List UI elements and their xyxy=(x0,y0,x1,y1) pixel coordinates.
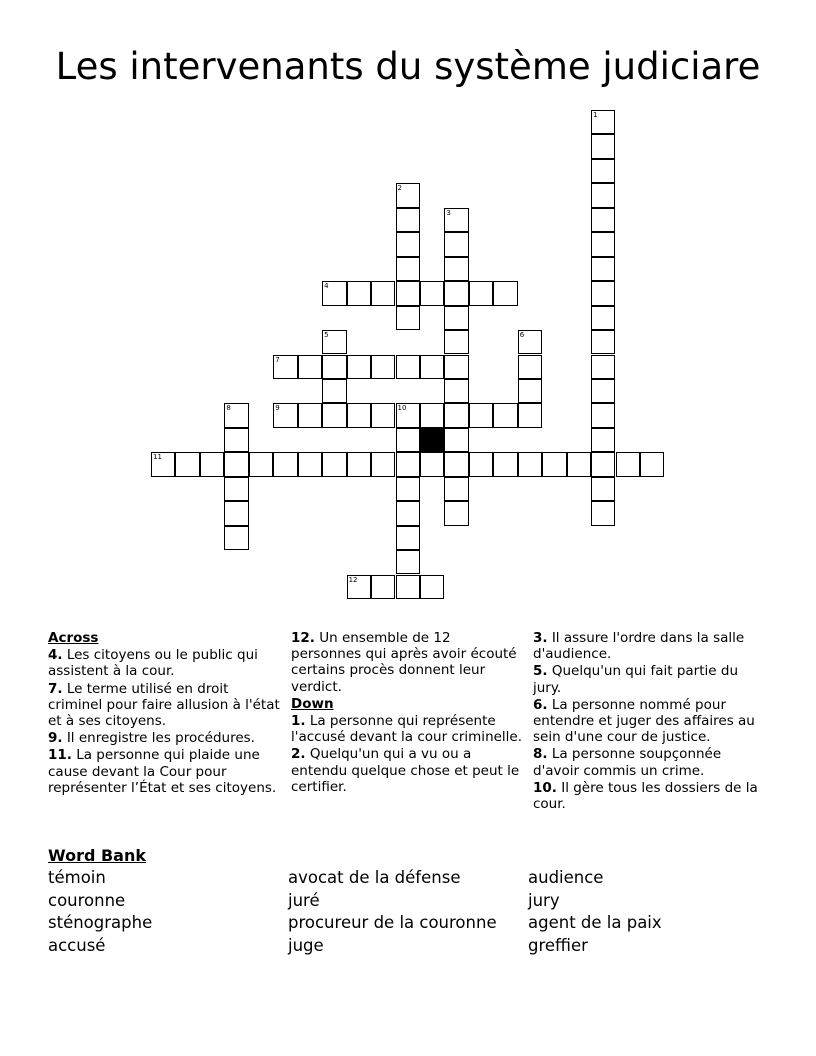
clue-text: Il assure l'ordre dans la salle d'audience. xyxy=(533,630,745,663)
clue-down-10 xyxy=(533,780,765,812)
clue-number: 12. xyxy=(291,630,315,646)
grid-cell[interactable] xyxy=(249,452,273,476)
grid-cell[interactable] xyxy=(224,526,248,550)
grid-cell[interactable] xyxy=(273,355,297,379)
word-bank-item: agent de la paix xyxy=(528,913,662,933)
grid-cell[interactable] xyxy=(469,452,493,476)
clue-across-12 xyxy=(291,630,523,695)
grid-cell[interactable] xyxy=(396,452,420,476)
grid-cell[interactable] xyxy=(396,306,420,330)
grid-cell[interactable] xyxy=(200,452,224,476)
grid-cell[interactable] xyxy=(371,281,395,305)
grid-cell[interactable] xyxy=(591,379,615,403)
word-bank-item: accusé xyxy=(48,936,106,956)
grid-cell[interactable] xyxy=(371,575,395,599)
black-cell xyxy=(420,428,444,452)
clue-number: 5. xyxy=(533,663,548,680)
grid-cell[interactable] xyxy=(273,403,297,427)
grid-cell[interactable] xyxy=(420,403,444,427)
grid-cell[interactable] xyxy=(298,403,322,427)
grid-cell[interactable] xyxy=(518,403,542,427)
clue-text: Les citoyens ou le public qui assistent à la cour. xyxy=(48,647,258,680)
clue-number: 1. xyxy=(291,713,306,730)
clue-number-label: 12 xyxy=(348,575,358,584)
clue-down-1 xyxy=(291,713,523,745)
grid-cell[interactable] xyxy=(591,232,615,256)
clue-across-11 xyxy=(48,747,280,796)
grid-cell[interactable] xyxy=(396,281,420,305)
grid-cell[interactable] xyxy=(224,452,248,476)
clue-number-label: 7 xyxy=(275,355,280,364)
grid-cell[interactable] xyxy=(224,403,248,427)
clue-number-label: 1 xyxy=(593,111,598,119)
grid-cell[interactable] xyxy=(591,355,615,379)
word-bank-item: procureur de la couronne xyxy=(288,913,497,933)
word-bank-item: greffier xyxy=(528,936,588,956)
clue-down-6 xyxy=(533,697,765,746)
grid-cell[interactable] xyxy=(444,281,468,305)
grid-cell[interactable] xyxy=(371,403,395,427)
clues-column-2 xyxy=(291,630,523,796)
grid-cell[interactable] xyxy=(591,159,615,183)
grid-cell[interactable] xyxy=(322,452,346,476)
clue-number-label: 11 xyxy=(153,453,162,462)
clue-number: 3. xyxy=(533,630,548,646)
grid-cell[interactable] xyxy=(518,452,542,476)
word-bank-item: sténographe xyxy=(48,913,153,933)
grid-cell[interactable] xyxy=(444,330,468,354)
grid-cell[interactable] xyxy=(591,501,615,525)
grid-cell[interactable] xyxy=(640,452,664,476)
grid-cell[interactable] xyxy=(347,403,371,427)
clue-down-3 xyxy=(533,630,765,662)
grid-cell[interactable] xyxy=(444,379,468,403)
grid-cell[interactable] xyxy=(298,452,322,476)
across-heading: Across xyxy=(48,630,99,646)
clue-number-label: 10 xyxy=(397,404,407,413)
grid-cell[interactable] xyxy=(396,575,420,599)
grid-cell[interactable] xyxy=(591,428,615,452)
grid-cell[interactable] xyxy=(493,281,517,305)
word-bank-item: jury xyxy=(528,890,560,910)
clue-number-label: 4 xyxy=(324,282,329,291)
grid-cell[interactable] xyxy=(591,306,615,330)
clue-down-5 xyxy=(533,663,765,695)
grid-cell[interactable] xyxy=(616,452,640,476)
clue-text: Le terme utilisé en droit criminel pour faire allusion à l'état et à ses citoyens. xyxy=(48,680,280,730)
clue-number-label: 8 xyxy=(226,404,231,413)
clue-number-label: 3 xyxy=(446,208,451,217)
grid-cell[interactable] xyxy=(444,403,468,427)
grid-cell[interactable] xyxy=(396,501,420,525)
word-bank-heading: Word Bank xyxy=(48,846,147,865)
word-bank-item: avocat de la défense xyxy=(288,868,461,887)
grid-cell[interactable] xyxy=(444,306,468,330)
clue-text: Quelqu'un qui a vu ou a entendu quelque chose et peut le certifier. xyxy=(291,746,520,795)
grid-cell[interactable] xyxy=(542,452,566,476)
down-heading: Down xyxy=(291,695,334,712)
clue-across-4 xyxy=(48,647,280,679)
grid-cell[interactable] xyxy=(347,575,371,599)
clue-text: Un ensemble de 12 personnes qui après avoir écouté certains procès donnent leur verdict. xyxy=(291,630,517,695)
grid-cell[interactable] xyxy=(322,355,346,379)
grid-cell[interactable] xyxy=(347,281,371,305)
clue-number: 4. xyxy=(48,647,63,664)
grid-cell[interactable] xyxy=(371,452,395,476)
grid-cell[interactable] xyxy=(518,355,542,379)
grid-cell[interactable] xyxy=(396,477,420,501)
grid-cell[interactable] xyxy=(420,452,444,476)
clue-number-label: 5 xyxy=(324,331,329,340)
word-bank-item: témoin xyxy=(48,868,106,887)
clue-number: 2. xyxy=(291,746,306,763)
clue-across-7 xyxy=(48,681,280,730)
clue-text: Quelqu'un qui fait partie du jury. xyxy=(533,663,738,696)
grid-cell[interactable] xyxy=(396,355,420,379)
grid-cell[interactable] xyxy=(322,403,346,427)
clue-down-2 xyxy=(291,746,523,795)
grid-cell[interactable] xyxy=(420,575,444,599)
grid-cell[interactable] xyxy=(444,208,468,232)
grid-cell[interactable] xyxy=(396,257,420,281)
word-bank-column-1 xyxy=(48,867,288,958)
clue-text: La personne qui représente l'accusé devant la cour criminelle. xyxy=(291,713,523,746)
clues-column-1 xyxy=(48,630,280,797)
clue-number: 7. xyxy=(48,680,63,697)
clue-number: 8. xyxy=(533,746,548,763)
grid-cell[interactable] xyxy=(396,428,420,452)
grid-cell[interactable] xyxy=(444,452,468,476)
grid-cell[interactable] xyxy=(591,257,615,281)
grid-cell[interactable] xyxy=(224,428,248,452)
word-bank-item: couronne xyxy=(48,890,126,910)
grid-cell[interactable] xyxy=(273,452,297,476)
grid-cell[interactable] xyxy=(444,477,468,501)
grid-cell[interactable] xyxy=(224,477,248,501)
clue-text: La personne nommé pour entendre et juger des affaires au sein d'une cour de justice. xyxy=(533,696,755,746)
grid-cell[interactable] xyxy=(591,477,615,501)
clue-text: Il enregistre les procédures. xyxy=(66,730,255,747)
grid-cell[interactable] xyxy=(591,208,615,232)
clue-text: La personne qui plaide une cause devant la Cour pour représenter l’État et ses citoyens. xyxy=(48,747,277,796)
grid-cell[interactable] xyxy=(347,452,371,476)
grid-cell[interactable] xyxy=(396,232,420,256)
grid-cell[interactable] xyxy=(591,183,615,207)
grid-cell[interactable] xyxy=(396,550,420,574)
clue-text: La personne soupçonnée d'avoir commis un crime. xyxy=(533,746,722,779)
grid-cell[interactable] xyxy=(518,330,542,354)
grid-cell[interactable] xyxy=(420,355,444,379)
grid-cell[interactable] xyxy=(224,501,248,525)
grid-cell[interactable] xyxy=(493,403,517,427)
grid-cell[interactable] xyxy=(591,110,615,134)
clue-number: 9. xyxy=(48,730,63,747)
grid-cell[interactable] xyxy=(396,526,420,550)
grid-cell[interactable] xyxy=(444,257,468,281)
word-bank-column-3 xyxy=(528,867,768,958)
grid-cell[interactable] xyxy=(396,403,420,427)
grid-cell[interactable] xyxy=(518,379,542,403)
grid-cell[interactable] xyxy=(151,452,175,476)
grid-cell[interactable] xyxy=(591,452,615,476)
grid-cell[interactable] xyxy=(175,452,199,476)
grid-cell[interactable] xyxy=(347,355,371,379)
grid-cell[interactable] xyxy=(444,501,468,525)
clue-across-9 xyxy=(48,730,280,746)
grid-cell[interactable] xyxy=(567,452,591,476)
grid-cell[interactable] xyxy=(396,208,420,232)
grid-cell[interactable] xyxy=(322,281,346,305)
clue-text: Il gère tous les dossiers de la cour. xyxy=(533,779,758,813)
clues-column-3 xyxy=(533,630,765,813)
grid-cell[interactable] xyxy=(591,330,615,354)
grid-cell[interactable] xyxy=(591,403,615,427)
clue-number: 6. xyxy=(533,696,548,713)
clue-down-8 xyxy=(533,746,765,778)
clue-number-label: 9 xyxy=(275,404,280,413)
grid-cell[interactable] xyxy=(322,330,346,354)
clue-number: 11. xyxy=(48,747,72,764)
grid-cell[interactable] xyxy=(444,355,468,379)
word-bank-item: juré xyxy=(288,890,320,910)
grid-cell[interactable] xyxy=(469,403,493,427)
grid-cell[interactable] xyxy=(322,379,346,403)
grid-cell[interactable] xyxy=(396,183,420,207)
word-bank-column-2 xyxy=(288,867,528,958)
page-title: Les intervenants du système judiciare xyxy=(55,45,761,88)
grid-cell[interactable] xyxy=(444,232,468,256)
clue-number-label: 2 xyxy=(397,184,402,193)
grid-cell[interactable] xyxy=(469,281,493,305)
grid-cell[interactable] xyxy=(493,452,517,476)
grid-cell[interactable] xyxy=(591,134,615,158)
grid-cell[interactable] xyxy=(298,355,322,379)
word-bank-item: audience xyxy=(528,868,604,887)
clue-number-label: 6 xyxy=(519,331,525,340)
grid-cell[interactable] xyxy=(591,281,615,305)
word-bank-item: juge xyxy=(288,936,324,956)
grid-cell[interactable] xyxy=(371,355,395,379)
grid-cell[interactable] xyxy=(444,428,468,452)
clue-number: 10. xyxy=(533,779,557,796)
grid-cell[interactable] xyxy=(420,281,444,305)
